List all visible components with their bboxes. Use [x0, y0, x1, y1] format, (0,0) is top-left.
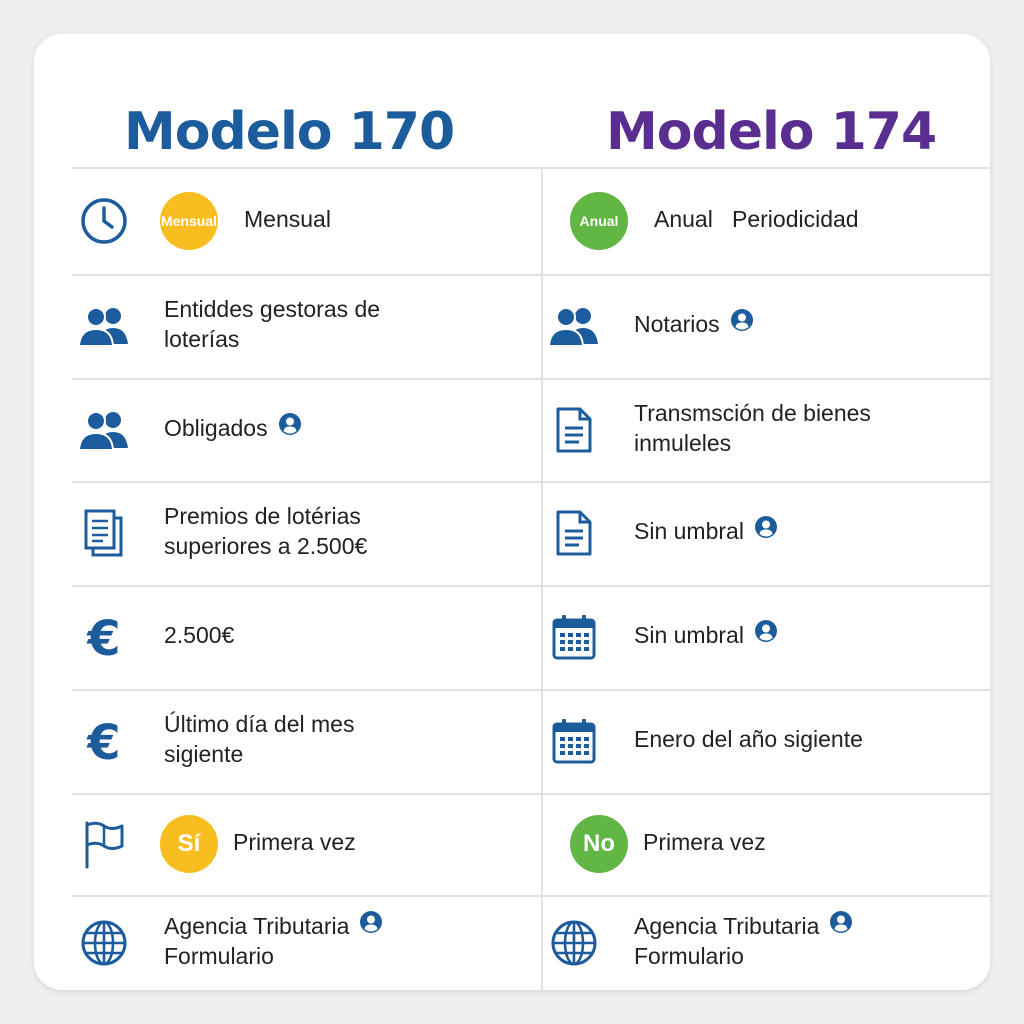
- row-7-right-cell: [542, 793, 990, 895]
- users-icon: [76, 298, 132, 354]
- row-2-right-text: [634, 309, 754, 339]
- row-7-right-badge: No: [570, 815, 628, 873]
- document-icon: [546, 402, 602, 458]
- text-line: Transmsción de bienes: [634, 399, 871, 426]
- text-line: Último día del mes: [164, 711, 355, 737]
- text-line: Enero del año sigiente: [634, 726, 863, 752]
- svg-text:€: €: [87, 613, 121, 661]
- euro-icon: [76, 713, 132, 769]
- text-line: Mensual: [244, 205, 331, 232]
- row-4-right-text: [634, 516, 778, 546]
- globe-icon: [76, 915, 132, 971]
- row-3-left-cell: [72, 378, 541, 481]
- row-8-right-cell: [542, 895, 990, 990]
- modelo-174-title: Modelo 174: [606, 102, 937, 162]
- users-icon: [76, 402, 132, 458]
- row-5-right-text: [634, 620, 778, 650]
- text-line: inmuleles: [634, 429, 732, 456]
- row-1-right-text: [654, 204, 859, 234]
- text-line: Sin umbral: [634, 518, 744, 544]
- text-line: superiores a 2.500€: [164, 533, 368, 559]
- text-line: Premios de lotérias: [164, 503, 361, 529]
- row-4-left-text: [164, 501, 367, 561]
- text-line: Sin umbral: [634, 622, 744, 648]
- row-2-left-text: [164, 294, 380, 354]
- row-1-right-cell: [542, 167, 990, 274]
- row-6-left-cell: [72, 689, 541, 793]
- row-1-right-badge: Anual: [570, 192, 628, 250]
- row-5-left-cell: [72, 585, 541, 689]
- row-6-left-text: [164, 709, 354, 769]
- globe-icon: [546, 915, 602, 971]
- documents-icon: [76, 505, 132, 561]
- row-5-left-text: [164, 620, 234, 650]
- calendar-icon: [546, 609, 602, 665]
- row-8-left-cell: [72, 895, 541, 990]
- users-icon: [546, 298, 602, 354]
- document-icon: [546, 505, 602, 561]
- text-line: 2.500€: [164, 622, 235, 648]
- text-line: Entiddes gestoras de: [164, 296, 381, 322]
- svg-text:€: €: [87, 717, 121, 765]
- text-line: Agencia Tributaria: [164, 912, 350, 939]
- row-7-left-text: [233, 827, 356, 857]
- person-icon: [829, 910, 853, 941]
- row-3-right-cell: [542, 378, 990, 481]
- text-line: Primera vez: [233, 829, 356, 855]
- text-line: sigiente: [164, 741, 244, 767]
- row-8-left-text: [164, 911, 383, 971]
- row-2-right-cell: [542, 274, 990, 378]
- row-5-right-cell: [542, 585, 990, 689]
- row-6-right-text: [634, 724, 863, 754]
- clock-icon: [76, 193, 132, 249]
- modelo-170-title: Modelo 170: [124, 102, 455, 162]
- euro-icon: [76, 609, 132, 665]
- text-line: Formulario: [164, 942, 274, 969]
- row-7-left-cell: [72, 793, 541, 895]
- row-7-left-badge: Sí: [160, 815, 218, 873]
- row-3-right-text: [634, 398, 871, 458]
- text-line: Anual Periodicidad: [654, 205, 859, 232]
- person-icon: [730, 308, 754, 339]
- person-icon: [359, 910, 383, 941]
- text-line: Agencia Tributaria: [634, 912, 820, 939]
- row-1-left-cell: [72, 167, 541, 274]
- row-1-left-text: [244, 204, 331, 234]
- row-1-left-badge: Mensual: [160, 192, 218, 250]
- row-2-left-cell: [72, 274, 541, 378]
- flag-icon: [76, 816, 132, 872]
- text-line: Obligados: [164, 414, 268, 441]
- text-line: Formulario: [634, 942, 744, 969]
- text-line: loterías: [164, 326, 240, 352]
- comparison-grid: [72, 167, 990, 990]
- row-8-right-text: [634, 911, 853, 971]
- person-icon: [278, 412, 302, 443]
- row-4-left-cell: [72, 481, 541, 585]
- calendar-icon: [546, 713, 602, 769]
- row-6-right-cell: [542, 689, 990, 793]
- row-4-right-cell: [542, 481, 990, 585]
- row-7-right-text: [643, 827, 766, 857]
- person-icon: [754, 619, 778, 650]
- text-line: Notarios: [634, 311, 720, 337]
- text-line: Primera vez: [643, 829, 766, 855]
- row-3-left-text: [164, 413, 302, 443]
- person-icon: [754, 515, 778, 546]
